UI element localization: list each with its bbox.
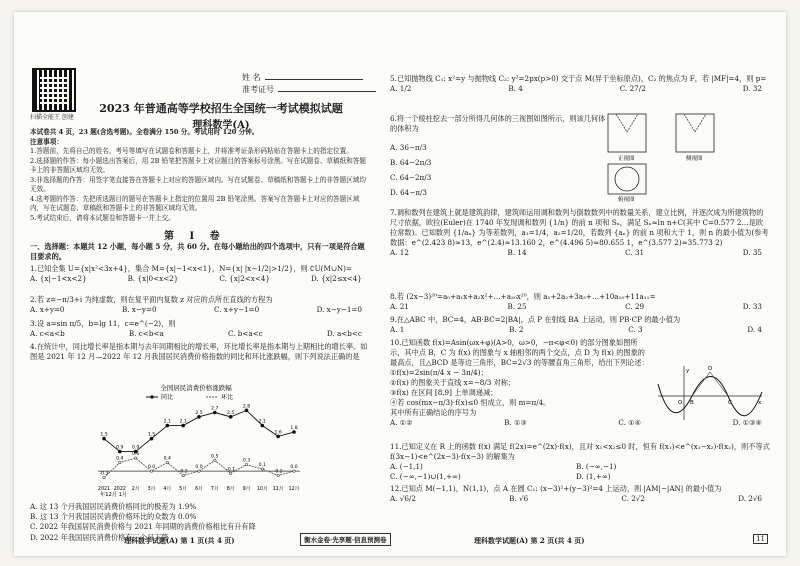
point-label-c: C	[728, 400, 732, 406]
candidate-info	[242, 72, 376, 96]
notes-intro: 本试卷共 4 页，23 题(含选考题)。全卷满分 150 分。考试用时 120 分钟。	[30, 128, 259, 136]
tick-label: 2021	[97, 487, 111, 492]
tick-label: 2月	[131, 487, 140, 492]
option-a[interactable]: A. 1	[390, 324, 405, 334]
question-1	[30, 264, 370, 284]
option-d[interactable]: D. x−y−1=0	[316, 305, 362, 315]
tick-label: 3月	[147, 487, 156, 492]
page-badge: 11	[753, 534, 768, 544]
chart-marks	[100, 403, 298, 479]
chart-title: 全国居民消费价格涨跌幅	[160, 384, 232, 392]
option-b[interactable]: B. ①③	[504, 417, 527, 427]
question-options	[390, 494, 770, 504]
statement-3: ③f(x) 在区间 [8,9] 上单调递减；	[390, 387, 498, 397]
option-a[interactable]: A. 36−π/3	[390, 142, 427, 152]
side-view-shape	[676, 114, 714, 152]
option-a[interactable]: A. 1/2	[390, 83, 412, 93]
option-b[interactable]: B. 25	[507, 301, 527, 311]
question-9	[390, 315, 770, 335]
option-c[interactable]: C. {x|2<x<4}	[219, 274, 271, 284]
data-label: 2.5	[195, 410, 203, 416]
data-point	[214, 459, 216, 461]
question-prompt: 其中所有正确结论的序号为	[390, 407, 477, 417]
data-point	[277, 474, 279, 476]
legend-entry: 同比	[161, 394, 174, 401]
option-d[interactable]: D. (1,+∞)	[576, 471, 611, 481]
data-label: 0.9	[132, 445, 140, 451]
question-stem: 12.已知点 M(−1,1)，N(1,1)，点 A 在圆 C₁: (x−3)²+(y−3)²=4 上运动，则 |AM|−|AN| 的最小值为	[390, 484, 722, 493]
option-d[interactable]: D. {x|2≤x<4}	[311, 274, 362, 284]
tick-label: 5月	[179, 487, 188, 492]
option-a[interactable]: A. x+y=0	[30, 305, 65, 315]
option-c[interactable]: C. 29	[625, 301, 645, 311]
option-d[interactable]: D. 32	[742, 83, 762, 93]
data-point	[166, 461, 168, 463]
question-7	[390, 208, 770, 258]
option-b[interactable]: B. 64−2π/3	[390, 158, 432, 167]
sine-graph-figure	[654, 364, 766, 424]
question-stem: 9.在△ABC 中，BC=4，AB·BC=2|BA|，点 P 在射线 BA 上运动，则 PB·CP 的最小值为	[390, 315, 681, 324]
legend-entry: 环比	[221, 394, 234, 401]
option-c[interactable]: C. 2022 年我国居民消费价格与 2021 年同期的消费价格相比有升有降	[30, 522, 256, 532]
qr-code-icon	[34, 70, 74, 110]
option-d[interactable]: D. 2√6	[738, 493, 762, 503]
name-label: 姓 名	[242, 73, 261, 82]
chart-ticks	[98, 485, 300, 492]
question-5	[390, 74, 770, 94]
option-b[interactable]: B. x−y=0	[121, 305, 157, 315]
option-c[interactable]: C. ①④	[618, 417, 642, 427]
question-6	[390, 114, 610, 200]
qr-caption: 扫描全能王 创建	[30, 114, 74, 121]
axis-label-x: x	[758, 400, 762, 406]
point-label-d: D	[708, 366, 713, 372]
option-b[interactable]: B. c<b<a	[128, 329, 164, 339]
data-point	[261, 468, 263, 470]
data-point	[245, 463, 247, 465]
notes-item: 2.选择题的作答：每小题选出答案后，用 2B 铅笔把答题卡上对应题目的答案标号涂黑。写在试题卷、草稿纸和答题卡上的非答题区域均无效。	[30, 156, 367, 175]
option-c[interactable]: C. x+y−1=0	[214, 305, 260, 315]
exam-title	[76, 100, 366, 131]
data-label: 1.8	[290, 426, 298, 432]
page-title: 2023 年普通高等学校招生全国统一考试模拟试题	[99, 102, 343, 115]
data-label: 2.1	[258, 419, 266, 425]
point-label-o: O	[678, 400, 683, 406]
question-4	[30, 342, 370, 362]
question-stem: 8.若 (2x−3)²⁰=a₀+a₁x+a₂x²+…+a₂₀x²⁰，则 a₁+2a₂+3a₃+…+10a₁₀+11a₁₁=	[390, 292, 656, 301]
data-label: 1.6	[274, 430, 282, 436]
question-stem: 10.已知函数 f(x)=Asin(ωx+φ)(A>0，ω>0，−π<φ<0) 的部分图象如图所示，其中点 B，C 为 f(x) 的图象与 x 轴相邻的两个交点，点 D 为 f(x) 的图象的最高点，且△BCD 是等边三角形，BC=2√3 的等腰直角三角形，给出下列论述：	[390, 338, 649, 367]
data-label: 0.0	[147, 465, 156, 471]
side-view-label: 侧视图	[686, 156, 703, 162]
data-label: 0.6	[132, 452, 140, 458]
option-d[interactable]: D. 33	[742, 301, 762, 311]
section-label: 第 I 卷	[164, 231, 226, 242]
chart-legend	[146, 393, 233, 401]
side-view-dashed	[684, 114, 706, 132]
data-label: 0.0	[290, 465, 298, 471]
name-field[interactable]	[265, 79, 363, 80]
option-c[interactable]: C. 27/2	[619, 83, 646, 93]
option-d[interactable]: D. 4	[747, 324, 762, 334]
tick-label: 4月	[163, 487, 172, 492]
point-label-b: B	[690, 400, 694, 406]
front-view-dashed	[616, 114, 638, 132]
data-label: -0.2	[178, 469, 188, 475]
data-label: 0.1	[258, 462, 266, 468]
question-options	[390, 84, 770, 94]
option-a[interactable]: A. c<a<b	[30, 329, 65, 339]
question-options	[30, 305, 370, 315]
front-view-shape	[608, 114, 646, 152]
option-b[interactable]: B. {x|0<x<2}	[127, 274, 179, 284]
question-options	[390, 248, 770, 258]
data-point	[198, 470, 200, 472]
question-options	[390, 302, 770, 312]
x-axis-caption: 年12月 1月	[100, 492, 128, 498]
data-label: 2.8	[242, 404, 251, 410]
option-d[interactable]: D. 35	[742, 247, 762, 257]
question-options	[30, 274, 370, 284]
statement-4: ④若 cos(mx−π/3)·f(x)≤0 恒成立，则 m=π/4。	[390, 397, 551, 407]
data-label: 2.5	[227, 410, 235, 416]
top-view-shape	[608, 164, 646, 194]
option-a[interactable]: A. √6/2	[390, 493, 416, 503]
option-c[interactable]: C. 31	[625, 247, 645, 257]
ticket-label: 准考证号	[242, 85, 274, 94]
data-label: 2.7	[211, 406, 219, 412]
question-stem: 3.设 a=sin π/5，b=lg 11，c=e^(−2)，则	[30, 319, 176, 328]
page-subtitle: 理科数学(A)	[192, 120, 250, 131]
tick-label: 12月	[288, 487, 300, 492]
option-c[interactable]: C. 3	[628, 324, 643, 334]
tick-label: 7月	[210, 487, 219, 492]
notes-heading: 注意事项：	[30, 137, 63, 146]
data-point	[293, 470, 295, 472]
data-label: -0.2	[273, 469, 283, 475]
three-view-figure	[606, 112, 726, 202]
option-b[interactable]: B. 2	[509, 324, 524, 334]
front-view-label: 正视图	[618, 156, 635, 162]
question-stem: 1.已知全集 U={x|x²<3x+4}，集合 M={x|−1<x<1}，N={x| |x−1/2|>1/2}，则 ∁U(M∪N)=	[30, 264, 352, 273]
data-label: 0.4	[163, 456, 171, 462]
option-a[interactable]: A. 12	[390, 247, 409, 257]
data-point	[229, 472, 231, 474]
data-label: 0.5	[211, 454, 219, 460]
data-label: 0.9	[116, 445, 124, 451]
question-stem: 4.在统计中，同比增长率是指本期与去年同期相比的增长率，环比增长率是指本期与上期相比的增长率。如图是 2021 年 12 月—2022 年 12 月我国居民消费价格指数的同比和环比涨跌幅，则下列说法正确的是	[30, 342, 368, 362]
option-b[interactable]: B. 这 13 个月我国居民消费价格环比的众数为 0.0%	[30, 512, 197, 522]
question-2	[30, 295, 370, 315]
data-point	[134, 457, 136, 459]
top-view-label: 俯视图	[618, 197, 635, 202]
question-12	[390, 484, 770, 504]
data-label: 1.5	[147, 432, 156, 438]
top-view-circle	[615, 167, 639, 191]
option-d[interactable]: D. ①③④	[732, 417, 762, 427]
tick-label: 10月	[256, 487, 268, 492]
triangle-bcd	[692, 372, 728, 396]
footer-left: 理科数学试题(A) 第 1 页(共 4 页)	[124, 536, 235, 545]
notes-item: 5.考试结束后，请将本试题卷和答题卡一并上交。	[30, 213, 175, 222]
option-d[interactable]: D. 2022 年我国居民消费价格有三个月下降	[30, 532, 169, 542]
option-b[interactable]: B. (−∞,−1)	[576, 461, 617, 471]
option-a[interactable]: A. ①②	[390, 417, 413, 427]
data-label: -0.1	[226, 467, 236, 473]
option-a[interactable]: A. (−1,1)	[390, 461, 423, 471]
tick-label: 9月	[242, 487, 251, 492]
option-a[interactable]: A. 这 13 个月我国居民消费价格同比的极差为 1.9%	[30, 502, 197, 511]
cpi-line-chart	[86, 382, 306, 500]
data-point	[150, 470, 152, 472]
tick-label: 8月	[226, 487, 235, 492]
footer-right: 理科数学试题(A) 第 2 页(共 4 页)	[474, 536, 585, 545]
data-point	[103, 476, 105, 478]
ticket-field[interactable]	[278, 91, 376, 92]
notes-item: 4.选考题的作答：先把所选题目的题号在答题卡上指定的位置用 2B 铅笔涂黑。答案写在答题卡上对应的答题区域内，写在试题卷、草稿纸和答题卡上的非答题区域均无效。	[30, 194, 360, 213]
option-b[interactable]: B. 4	[508, 83, 523, 93]
option-c[interactable]: C. b<a<c	[227, 329, 263, 339]
data-point	[119, 461, 121, 463]
data-label: 0.4	[116, 456, 124, 462]
option-b[interactable]: B. 14	[507, 247, 527, 257]
data-label: 0.3	[242, 458, 251, 464]
option-c[interactable]: C. (−∞,−1)∪(1,+∞)	[390, 471, 461, 481]
data-label: 1.5	[100, 432, 108, 438]
data-label: 0.0	[195, 465, 203, 471]
option-c[interactable]: C. 2√2	[621, 493, 645, 503]
question-options	[390, 462, 770, 482]
data-label: -0.3	[99, 471, 109, 477]
option-d[interactable]: D. a<b<c	[326, 329, 362, 339]
question-stem: 5.已知抛物线 C₁: x²=y 与抛物线 C₂: y²=2px(p>0) 交于点 M(异于坐标原点)，C₂ 的焦点为 F，若 |MF|=4，则 p=	[390, 74, 767, 83]
footer-stamp: 衡水金卷·先享题·信息预测卷	[300, 533, 391, 546]
data-label: 2.1	[179, 419, 187, 425]
data-label: 2.1	[163, 419, 171, 425]
question-stem: 11.已知定义在 R 上的函数 f(x) 满足 f(2x)=e^(2x)·f(x)，且对 x₁<x₂≤0 时，恒有 f(x₁)<e^(x₁−x₂)·f(x₂)，则不等式 f(3x−1)<e^(2x−3)·f(x−3) 的解集为	[390, 442, 770, 461]
tick-label: 2022	[113, 487, 126, 492]
statement-1: ①f(x)=2sin(π/4 x − 3π/4)；	[390, 367, 488, 377]
option-a[interactable]: A. {x|−1<x<2}	[30, 274, 87, 284]
notes-item: 3.非选择题的作答：用签字笔直接答在答题卡上对应的答题区域内。写在试题卷、草稿纸和答题卡上的非答题区域均无效。	[30, 175, 366, 194]
question-options	[30, 329, 370, 339]
tick-label: 11月	[272, 487, 284, 492]
question-11	[390, 442, 770, 482]
exam-instructions	[30, 128, 370, 223]
statement-2: ②f(x) 的图象关于直线 x=−8/3 对称；	[390, 377, 516, 387]
question-3	[30, 319, 370, 339]
exam-sheet	[14, 12, 786, 556]
question-stem: 2.若 z=−π/3+i 为纯虚数，则在复平面内复数 z 对应的点所在直线的方程为	[30, 295, 273, 304]
tick-label: 6月	[195, 487, 203, 492]
option-d[interactable]: D. 64−π/3	[390, 188, 427, 198]
option-a[interactable]: A. 21	[390, 301, 409, 311]
axis-label-y: y	[686, 368, 690, 374]
data-point	[182, 474, 184, 476]
question-options	[390, 325, 770, 335]
option-b[interactable]: B. √6	[509, 493, 529, 503]
question-stem: 6.将一个棱柱挖去一部分所得几何体的三视图如图所示，则该几何体的体积为	[390, 114, 606, 133]
question-8	[390, 292, 770, 312]
notes-item: 1.答题前，先将自己的姓名、考号等填写在试题卷和答题卡上，并将准考证条形码粘贴在答题卡上的指定位置。	[30, 147, 353, 156]
question-stem: 7.调和数列在建筑上就是建筑韵律，建筑师运用调和数列与倒数数列中的数量关系，建立比例，并逐次成为所建筑物的尺寸依据，欧拉(Euler)在 1740 年发现调和数列 {1/n} 的前 n 项和 Sₙ，满足 Sₙ≈ln n+C(其中 C=0.577 2…是欧拉常数)。已知数列 {1/aₙ} 为等差数列，a₁=1/4，a₂=1/20，若数列 {aₙ} 的前 n 项和大于 1，则 n 的最小值为(参考数据：e^(2.423 8)≈13，e^(2.4)≈13.160 2，e^(4.496 5)≈80.655 1，e^(3.577 2)≈35.773 2)	[390, 208, 769, 247]
option-c[interactable]: C. 64−2π/3	[390, 173, 432, 183]
section-instruction: 一、选择题：本题共 12 小题，每小题 5 分，共 60 分。在每小题给出的四个选项中，只有一项是符合题目要求的。	[30, 242, 365, 262]
